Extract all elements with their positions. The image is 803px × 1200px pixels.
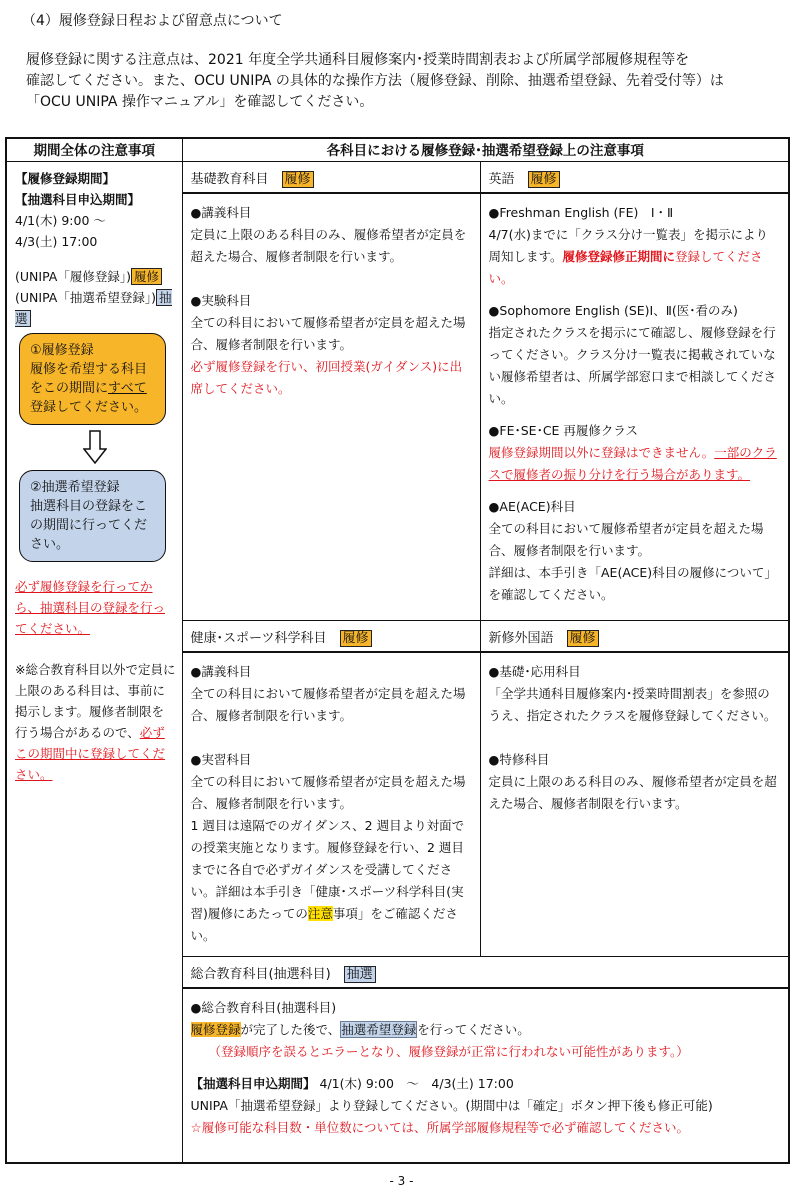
date-to: 4/3(土) 17:00 — [15, 234, 98, 249]
intro-line: 「OCU UNIPA 操作マニュアル」を確認してください。 — [26, 94, 374, 110]
overall-notes-column — [6, 162, 182, 1164]
step1-text: 履修を希望する科目をこの期間にすべて登録してください。 — [30, 362, 148, 415]
tag-rishu: 履修 — [340, 630, 372, 647]
se-text: 指定されたクラスを掲示にて確認し、履修登録を行ってください。クラス分け一覧表に掲載されていない履修希望者は、所属学部窓口まで相談してください。 — [488, 325, 777, 406]
newlang-cell — [480, 621, 789, 957]
se-heading: ●Sophomore English (SE)Ⅰ、Ⅱ(医･看のみ) — [488, 303, 738, 318]
sogo-final-note: ☆履修可能な科目数・単位数については、所属学部履修規程等で必ず確認してください。 — [190, 1120, 689, 1135]
kiso-title: 基礎教育科目 履修 — [183, 162, 480, 194]
tag-chusen: 抽選 — [15, 290, 172, 326]
sogo-cell — [182, 957, 789, 1164]
sogo-period: 【抽選科目申込期間】 4/1(木) 9:00 ～ 4/3(土) 17:00 — [190, 1076, 514, 1091]
intro-paragraph — [26, 50, 786, 113]
kiso-exp-text: 全ての科目において履修希望者が定員を超えた場合、履修者制限を行います。 — [190, 315, 466, 352]
english-title: 英語 履修 — [481, 162, 789, 194]
health-lecture-heading: ●講義科目 — [190, 664, 252, 679]
period-title: 【抽選科目申込期間】 — [15, 192, 141, 207]
tag-rishu: 履修 — [567, 630, 599, 647]
page-number: - 3 - — [389, 1174, 414, 1188]
step2-box — [19, 470, 166, 562]
tag-rishu: 履修 — [131, 268, 162, 285]
kiso-lecture-text: 定員に上限のある科目のみ、履修希望者が定員を超えた場合、履修者制限を行います。 — [190, 227, 467, 264]
re-text: 履修登録期間以外に登録はできません。一部のクラスで履修者の振り分けを行う場合があります。 — [488, 445, 777, 482]
section-heading: （4）履修登録日程および留意点について — [22, 13, 283, 29]
notes-table — [5, 137, 790, 1164]
health-title: 健康･スポーツ科学科目 履修 — [183, 621, 480, 653]
ace-text-2: 詳細は、本手引き「AE(ACE)科目の履修について」を確認してください。 — [488, 565, 777, 602]
newlang-basic-heading: ●基礎･応用科目 — [488, 664, 581, 679]
sogo-title: 総合教育科目(抽選科目) 抽選 — [183, 957, 789, 989]
capacity-note: ※総合教育科目以外で定員に上限のある科目は、事前に掲示します。履修者制限を行う場合があるので、必ずこの期間中に登録してください。 — [15, 662, 176, 782]
sogo-unipa: UNIPA「抽選希望登録」より登録してください。(期間中は「確定」ボタン押下後も修正可能) — [190, 1098, 713, 1113]
order-warning: 必ず履修登録を行ってから、抽選科目の登録を行ってください。 — [15, 579, 166, 636]
sogo-warning: （登録順序を誤るとエラーとなり、履修登録が正常に行われない可能性があります。） — [208, 1044, 689, 1059]
newlang-basic-text: 「全学共通科目履修案内･授業時間割表」を参照のうえ、指定されたクラスを履修登録してください。 — [488, 686, 777, 723]
sogo-order-line: 履修登録が完了した後で、抽選希望登録を行ってください。 — [190, 1022, 530, 1037]
kiso-lecture-heading: ●講義科目 — [190, 205, 252, 220]
kiso-exp-heading: ●実験科目 — [190, 293, 252, 308]
tag-chusen: 抽選 — [344, 966, 376, 983]
tag-rishu: 履修 — [282, 171, 314, 188]
kiso-exp-warning: 必ず履修登録を行い、初回授業(ガイダンス)に出席してください。 — [190, 359, 463, 396]
fe-text: 4/7(水)までに「クラス分け一覧表」を掲示により周知します。履修登録修正期間に登録してください。 — [488, 227, 768, 286]
unipa-line-1: (UNIPA「履修登録」) 履修 — [15, 266, 176, 287]
newlang-special-heading: ●特修科目 — [488, 752, 550, 767]
sogo-heading: ●総合教育科目(抽選科目) — [190, 1000, 337, 1015]
tag-rishu: 履修 — [528, 171, 560, 188]
step2-text: 抽選科目の登録をこの期間に行ってください。 — [30, 499, 148, 552]
ace-heading: ●AE(ACE)科目 — [488, 499, 576, 514]
re-heading: ●FE･SE･CE 再履修クラス — [488, 423, 639, 438]
date-from: 4/1(木) 9:00 ～ — [15, 213, 106, 228]
step1-box — [19, 333, 166, 425]
english-cell — [480, 162, 789, 621]
down-arrow-icon — [15, 430, 176, 466]
newlang-title: 新修外国語 履修 — [481, 621, 789, 653]
kiso-cell — [182, 162, 480, 621]
unipa-line-2: (UNIPA「抽選希望登録」) 抽選 — [15, 290, 172, 326]
intro-line: 履修登録に関する注意点は、2021 年度全学共通科目履修案内･授業時間割表および所属学部履修規程等を — [26, 52, 690, 68]
header-left: 期間全体の注意事項 — [6, 138, 182, 162]
health-cell — [182, 621, 480, 957]
period-title: 【履修登録期間】 — [15, 171, 116, 186]
intro-line: 確認してください。また、OCU UNIPA の具体的な操作方法（履修登録、削除、抽選希望登録、先着受付等）は — [26, 73, 724, 89]
health-lecture-text: 全ての科目において履修希望者が定員を超えた場合、履修者制限を行います。 — [190, 686, 466, 723]
health-prac-heading: ●実習科目 — [190, 752, 252, 767]
fe-heading: ●Freshman English (FE) Ⅰ・Ⅱ — [488, 205, 674, 220]
header-right: 各科目における履修登録･抽選希望登録上の注意事項 — [182, 138, 789, 162]
table-header-row — [6, 138, 789, 162]
step2-title: ②抽選希望登録 — [30, 480, 120, 495]
step1-title: ①履修登録 — [30, 343, 94, 358]
health-prac-text: 全ての科目において履修希望者が定員を超えた場合、履修者制限を行います。 — [190, 774, 466, 811]
ace-text-1: 全ての科目において履修希望者が定員を超えた場合、履修者制限を行います。 — [488, 521, 764, 558]
newlang-special-text: 定員に上限のある科目のみ、履修希望者が定員を超えた場合、履修者制限を行います。 — [488, 774, 777, 811]
health-prac-note: 1 週目は遠隔でのガイダンス、2 週目より対面での授業実施となります。履修登録を行い、2 週目までに各自で必ずガイダンスを受講してください。詳細は本手引き「健康･スポーツ科学科目(実習)履修にあたっての注意事項」をご確認ください。 — [190, 818, 465, 943]
